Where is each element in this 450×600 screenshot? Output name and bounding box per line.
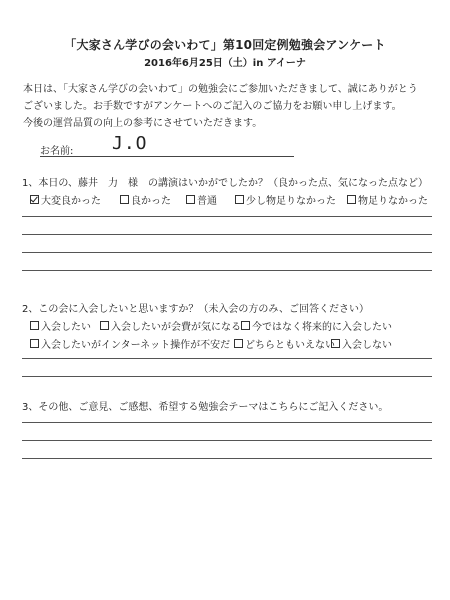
checkbox-icon[interactable] [241, 321, 250, 330]
q2-option[interactable] [241, 318, 392, 333]
q1-option-label: 物足りなかった [358, 196, 428, 207]
q1-option-label: 普通 [197, 196, 217, 207]
checkbox-icon[interactable] [347, 195, 356, 204]
name-field[interactable] [40, 133, 294, 157]
q2-option[interactable] [234, 336, 335, 351]
q1-option-label: 大変良かった [41, 196, 101, 207]
name-label: お名前: [40, 146, 74, 157]
answer-line[interactable] [22, 376, 432, 377]
question-1: 1、本日の、藤井 力 様 の講演はいかがでしたか？（良かった点、気になった点など） [22, 178, 428, 189]
q2-option-label: 入会したい [41, 322, 91, 333]
checkbox-icon[interactable] [30, 339, 39, 348]
q2-option-label: 今ではなく将来的に入会したい [252, 322, 392, 333]
q2-option-label: 入会しない [342, 340, 392, 351]
intro-line: 本日は、「大家さん学びの会いわて」の勉強会にご参加いただきまして、誠にありがとう [23, 84, 418, 95]
answer-line[interactable] [22, 358, 432, 359]
answer-line[interactable] [22, 422, 432, 423]
q1-option[interactable] [120, 192, 171, 207]
q1-option[interactable] [347, 192, 428, 207]
q1-option[interactable] [30, 192, 101, 207]
q2-option[interactable] [30, 318, 91, 333]
answer-line[interactable] [22, 458, 432, 459]
checkbox-icon[interactable] [186, 195, 195, 204]
answer-line[interactable] [22, 234, 432, 235]
checkbox-icon[interactable] [331, 339, 340, 348]
answer-line[interactable] [22, 252, 432, 253]
name-value[interactable]: J.O [112, 133, 148, 154]
checkbox-checked-icon[interactable] [30, 195, 39, 204]
answer-line[interactable] [22, 270, 432, 271]
q2-option[interactable] [30, 336, 230, 351]
q1-option[interactable] [235, 192, 336, 207]
intro-line: ございました。お手数ですがアンケートへのご記入のご協力をお願い申し上げます。 [23, 101, 402, 112]
intro-text [23, 81, 438, 132]
answer-line[interactable] [22, 440, 432, 441]
q2-option-label: 入会したいがインターネット操作が不安だ [41, 340, 231, 351]
name-underline [40, 156, 294, 157]
q2-option-label: 入会したいが会費が気になる [111, 322, 241, 333]
checkbox-icon[interactable] [234, 339, 243, 348]
survey-title: 「大家さん学びの会いわて」第10回定例勉強会アンケート [64, 38, 386, 52]
q1-option[interactable] [186, 192, 217, 207]
checkbox-icon[interactable] [100, 321, 109, 330]
q2-option[interactable] [100, 318, 241, 333]
intro-line: 今後の運営品質の向上の参考にさせていただきます。 [23, 118, 263, 129]
q1-option-label: 良かった [131, 196, 171, 207]
answer-line[interactable] [22, 216, 432, 217]
checkbox-icon[interactable] [235, 195, 244, 204]
checkbox-icon[interactable] [30, 321, 39, 330]
survey-date: 2016年6月25日（土）in アイーナ [144, 58, 306, 69]
question-2: 2、この会に入会したいと思いますか？（未入会の方のみ、ご回答ください） [22, 304, 369, 315]
q2-option-label: どちらともいえない [245, 340, 335, 351]
question-3: 3、その他、ご意見、ご感想、希望する勉強会テーマはこちらにご記入ください。 [22, 402, 389, 413]
q2-option[interactable] [331, 336, 392, 351]
q1-option-label: 少し物足りなかった [246, 196, 336, 207]
checkbox-icon[interactable] [120, 195, 129, 204]
